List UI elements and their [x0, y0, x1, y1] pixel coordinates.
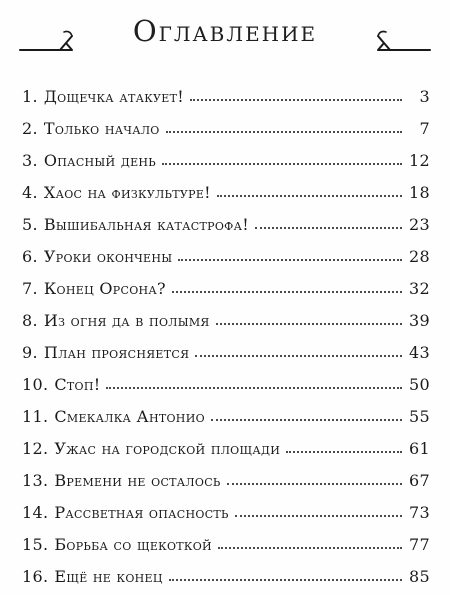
- toc-item-title: Борьба со щекоткой: [54, 535, 212, 554]
- toc-dot-leader: [106, 387, 402, 389]
- toc-item-page: 85: [409, 567, 430, 586]
- toc-item[interactable]: [22, 236, 430, 266]
- toc-item[interactable]: [22, 364, 430, 394]
- toc-dot-leader: [235, 515, 402, 517]
- toc-item[interactable]: [22, 108, 430, 138]
- toc-item[interactable]: [22, 76, 430, 106]
- toc-dot-leader: [286, 451, 402, 453]
- toc-item-number: 12.: [22, 439, 49, 458]
- toc-item-title: Рассветная опасность: [54, 503, 229, 522]
- toc-dot-leader: [195, 355, 402, 357]
- toc-item-title: План проясняется: [43, 343, 190, 362]
- toc-item-title: Только начало: [43, 119, 160, 138]
- toc-dot-leader: [162, 163, 402, 165]
- toc-item-number: 1.: [22, 87, 38, 106]
- toc-item-page: 67: [409, 471, 430, 490]
- toc-item-page: 43: [409, 343, 430, 362]
- toc-item[interactable]: [22, 492, 430, 522]
- toc-item-number: 7.: [22, 279, 38, 298]
- toc-item-number: 3.: [22, 151, 38, 170]
- toc-item-title: Вышибальная катастрофа!: [43, 215, 249, 234]
- toc-item-number: 15.: [22, 535, 49, 554]
- toc-dot-leader: [218, 547, 402, 549]
- toc-item-title: Дощечка атакует!: [43, 87, 184, 106]
- toc-item[interactable]: [22, 524, 430, 554]
- toc-dot-leader: [169, 579, 402, 581]
- toc-item-number: 8.: [22, 311, 38, 330]
- toc-item-page: 39: [409, 311, 430, 330]
- toc-item-page: 7: [419, 119, 430, 138]
- toc-item-title: Ужас на городской площади: [54, 439, 281, 458]
- toc-item-number: 4.: [22, 183, 38, 202]
- toc-item-page: 28: [409, 247, 430, 266]
- toc-item-title: Времени не осталось: [54, 471, 221, 490]
- toc-item-number: 9.: [22, 343, 38, 362]
- ornament-right-icon: [372, 28, 434, 56]
- page-header: [0, 10, 450, 62]
- toc-item[interactable]: [22, 204, 430, 234]
- toc-item-page: 12: [409, 151, 430, 170]
- toc-dot-leader: [255, 227, 402, 229]
- table-of-contents: [22, 76, 430, 586]
- toc-item-title: Смекалка Антонио: [54, 407, 205, 426]
- toc-item-number: 16.: [22, 567, 49, 586]
- toc-dot-leader: [172, 291, 402, 293]
- toc-item[interactable]: [22, 268, 430, 298]
- toc-item-number: 13.: [22, 471, 49, 490]
- toc-item[interactable]: [22, 140, 430, 170]
- toc-dot-leader: [190, 99, 402, 101]
- toc-item-number: 14.: [22, 503, 49, 522]
- toc-item-page: 77: [409, 535, 430, 554]
- toc-item[interactable]: [22, 428, 430, 458]
- toc-item-title: Ещё не конец: [54, 567, 163, 586]
- toc-item[interactable]: [22, 460, 430, 490]
- toc-item-page: 32: [409, 279, 430, 298]
- toc-item-page: 55: [409, 407, 430, 426]
- toc-item-title: Конец Орсона?: [43, 279, 166, 298]
- toc-item-page: 23: [409, 215, 430, 234]
- toc-dot-leader: [216, 323, 402, 325]
- toc-dot-leader: [211, 419, 402, 421]
- toc-item[interactable]: [22, 556, 430, 586]
- toc-item-title: Из огня да в полымя: [43, 311, 210, 330]
- toc-item-page: 73: [409, 503, 430, 522]
- toc-item-page: 3: [419, 87, 430, 106]
- toc-item-number: 11.: [22, 407, 49, 426]
- toc-item-number: 2.: [22, 119, 38, 138]
- toc-item-page: 61: [409, 439, 430, 458]
- toc-item-title: Опасный день: [43, 151, 157, 170]
- page-title: Оглавление: [132, 14, 318, 48]
- toc-item[interactable]: [22, 172, 430, 202]
- toc-item-title: Стоп!: [54, 375, 101, 394]
- toc-item[interactable]: [22, 396, 430, 426]
- toc-dot-leader: [166, 131, 402, 133]
- toc-item-title: Уроки окончены: [43, 247, 173, 266]
- toc-item-title: Хаос на физкультуре!: [43, 183, 211, 202]
- toc-item-number: 6.: [22, 247, 38, 266]
- toc-item-page: 50: [409, 375, 430, 394]
- toc-item[interactable]: [22, 300, 430, 330]
- toc-dot-leader: [227, 483, 402, 485]
- toc-item-number: 5.: [22, 215, 38, 234]
- toc-item[interactable]: [22, 332, 430, 362]
- toc-dot-leader: [178, 259, 402, 261]
- toc-dot-leader: [217, 195, 402, 197]
- toc-item-number: 10.: [22, 375, 49, 394]
- toc-item-page: 18: [409, 183, 430, 202]
